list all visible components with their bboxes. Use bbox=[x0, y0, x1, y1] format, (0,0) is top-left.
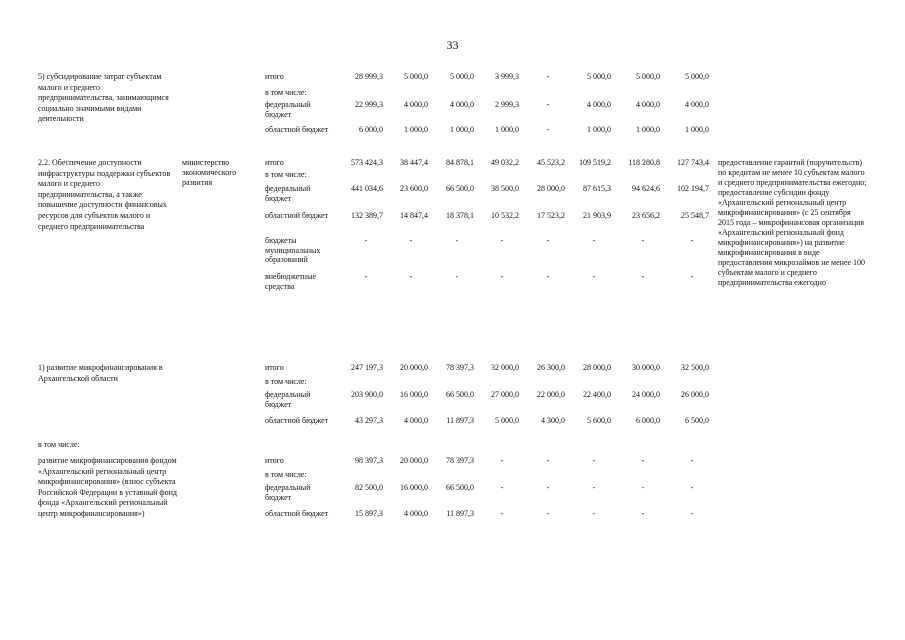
amount-cell: 66 500,0 bbox=[446, 184, 474, 193]
amount-cell: 94 624,6 bbox=[632, 184, 660, 193]
amount-cell: - bbox=[500, 236, 504, 245]
amount-cell: - bbox=[546, 456, 550, 465]
funding-source-label: в том числе: bbox=[265, 470, 307, 479]
amount-cell: - bbox=[641, 509, 645, 518]
amount-cell: 5 000,0 bbox=[495, 416, 519, 425]
amount-cell: 22 999,3 bbox=[355, 100, 383, 109]
funding-row bbox=[265, 170, 337, 184]
amount-cell: 28 999,3 bbox=[355, 72, 383, 81]
amount-cell: - bbox=[546, 483, 550, 492]
amount-cell: - bbox=[592, 236, 596, 245]
amount-cell: - bbox=[500, 272, 504, 281]
amount-cell: - bbox=[592, 456, 596, 465]
amount-cell: 87 615,3 bbox=[583, 184, 611, 193]
funding-sources bbox=[265, 456, 694, 533]
amount-cell: 4 000,0 bbox=[587, 100, 611, 109]
amount-cell: 10 532,2 bbox=[491, 211, 519, 220]
amount-cell: 16 000,0 bbox=[400, 483, 428, 492]
funding-row bbox=[265, 483, 694, 509]
funding-row bbox=[265, 416, 709, 440]
amount-cell: 16 000,0 bbox=[400, 390, 428, 399]
funding-source-label: областной бюджет bbox=[265, 509, 329, 518]
funding-source-label: итого bbox=[265, 456, 284, 465]
amount-cell: 66 500,0 bbox=[446, 390, 474, 399]
amount-cell: - bbox=[641, 236, 645, 245]
funding-row bbox=[265, 236, 694, 272]
amount-cell: 2 999,3 bbox=[495, 100, 519, 109]
funding-row bbox=[265, 509, 694, 533]
amount-cell: 109 519,2 bbox=[579, 158, 611, 167]
funding-row bbox=[265, 272, 694, 296]
amount-cell: 1 000,0 bbox=[495, 125, 519, 134]
amount-cell: 82 500,0 bbox=[355, 483, 383, 492]
amount-cell: - bbox=[455, 272, 459, 281]
funding-sources bbox=[265, 363, 709, 440]
amount-cell: - bbox=[409, 272, 413, 281]
amount-cell: 23 600,0 bbox=[400, 184, 428, 193]
funding-row bbox=[265, 470, 337, 483]
amount-cell: 5 000,0 bbox=[685, 72, 709, 81]
amount-cell: 38 500,0 bbox=[491, 184, 519, 193]
amount-cell: - bbox=[546, 125, 550, 134]
amount-cell: 1 000,0 bbox=[636, 125, 660, 134]
amount-cell: 49 032,2 bbox=[491, 158, 519, 167]
amount-cell: 32 500,0 bbox=[681, 363, 709, 372]
funding-row bbox=[265, 158, 709, 170]
amount-cell: 118 280,8 bbox=[628, 158, 660, 167]
amount-cell: - bbox=[546, 509, 550, 518]
amount-cell: - bbox=[690, 509, 694, 518]
amount-cell: - bbox=[592, 509, 596, 518]
amount-cell: 21 903,9 bbox=[583, 211, 611, 220]
amount-cell: - bbox=[500, 483, 504, 492]
funding-row bbox=[265, 88, 337, 100]
amount-cell: 45 523,2 bbox=[537, 158, 565, 167]
amount-cell: - bbox=[641, 483, 645, 492]
funding-source-label: федеральный бюджет bbox=[265, 390, 311, 409]
funding-source-label: федеральный бюджет bbox=[265, 100, 311, 119]
amount-cell: 4 000,0 bbox=[404, 509, 428, 518]
row-description: развитие микрофинансирования фондом «Архангельский региональный центр микрофинансирования» (взнос субъекта Российской Федерации в уставный фонд фонда «Архангельский региональный центр микрофинансирования») bbox=[38, 456, 177, 518]
amount-cell: 4 000,0 bbox=[685, 100, 709, 109]
funding-row bbox=[265, 125, 709, 149]
amount-cell: 573 424,3 bbox=[351, 158, 383, 167]
funding-source-label: областной бюджет bbox=[265, 416, 329, 425]
amount-cell: 6 500,0 bbox=[685, 416, 709, 425]
subheading-including: в том числе: bbox=[38, 440, 80, 449]
amount-cell: 22 000,0 bbox=[537, 390, 565, 399]
funding-source-label: бюджеты муниципальных образований bbox=[265, 236, 321, 265]
amount-cell: 1 000,0 bbox=[450, 125, 474, 134]
funding-row bbox=[265, 390, 709, 416]
row-description: 2.2. Обеспечение доступности инфраструктуры поддержки субъектов малого и среднего предпринимательства, а также повышение доступности финансовых ресурсов для субъектов малого и среднего предпринимательства bbox=[38, 158, 171, 231]
amount-cell: 98 397,3 bbox=[355, 456, 383, 465]
amount-cell: - bbox=[690, 236, 694, 245]
amount-cell: - bbox=[500, 456, 504, 465]
funding-source-label: федеральный бюджет bbox=[265, 483, 311, 502]
funding-sources bbox=[265, 158, 709, 296]
amount-cell: 203 900,0 bbox=[351, 390, 383, 399]
amount-cell: 11 897,3 bbox=[446, 509, 474, 518]
amount-cell: 32 000,0 bbox=[491, 363, 519, 372]
amount-cell: 78 397,3 bbox=[446, 456, 474, 465]
funding-row bbox=[265, 377, 337, 390]
amount-cell: 26 300,0 bbox=[537, 363, 565, 372]
amount-cell: 3 999,3 bbox=[495, 72, 519, 81]
amount-cell: - bbox=[690, 483, 694, 492]
amount-cell: 17 523,2 bbox=[537, 211, 565, 220]
amount-cell: - bbox=[641, 456, 645, 465]
amount-cell: 1 000,0 bbox=[685, 125, 709, 134]
amount-cell: 1 000,0 bbox=[404, 125, 428, 134]
amount-cell: 23 656,2 bbox=[632, 211, 660, 220]
funding-row bbox=[265, 184, 709, 211]
amount-cell: 20 000,0 bbox=[400, 363, 428, 372]
funding-source-label: внебюджетные средства bbox=[265, 272, 316, 291]
amount-cell: 24 000,0 bbox=[632, 390, 660, 399]
amount-cell: 66 500,0 bbox=[446, 483, 474, 492]
amount-cell: 38 447,4 bbox=[400, 158, 428, 167]
amount-cell: 5 600,0 bbox=[587, 416, 611, 425]
amount-cell: 28 000,0 bbox=[537, 184, 565, 193]
amount-cell: 5 000,0 bbox=[450, 72, 474, 81]
amount-cell: - bbox=[592, 483, 596, 492]
amount-cell: 4 000,0 bbox=[450, 100, 474, 109]
amount-cell: - bbox=[546, 72, 550, 81]
amount-cell: - bbox=[364, 236, 368, 245]
row-description: 1) развитие микрофинансирования в Архангельской области bbox=[38, 363, 163, 383]
amount-cell: 102 194,7 bbox=[677, 184, 709, 193]
amount-cell: - bbox=[364, 272, 368, 281]
funding-source-label: в том числе: bbox=[265, 88, 307, 97]
amount-cell: 441 034,6 bbox=[351, 184, 383, 193]
amount-cell: 84 878,1 bbox=[446, 158, 474, 167]
amount-cell: - bbox=[455, 236, 459, 245]
funding-source-label: итого bbox=[265, 72, 284, 81]
funding-source-label: в том числе: bbox=[265, 170, 307, 179]
amount-cell: - bbox=[546, 236, 550, 245]
amount-cell: 30 000,0 bbox=[632, 363, 660, 372]
amount-cell: - bbox=[690, 456, 694, 465]
row-executor: министерство экономического развития bbox=[182, 158, 237, 187]
amount-cell: 28 000,0 bbox=[583, 363, 611, 372]
amount-cell: 15 897,3 bbox=[355, 509, 383, 518]
amount-cell: - bbox=[641, 272, 645, 281]
amount-cell: - bbox=[409, 236, 413, 245]
funding-sources bbox=[265, 72, 709, 149]
amount-cell: - bbox=[592, 272, 596, 281]
row-expected-result: предоставление гарантий (поручительств) по кредитам не менее 10 субъектам малого и среднего предпринимательства ежегодно; предоставление субсидии фонду «Архангельский региональный центр микрофинансирования» (с 25 сентября 2015 года – микрофинансовая организация «Архангельский региональный фонд микрофинансирования») на развитие микрофинансирования в виде предоставления микрозаймов не менее 100 субъектам малого и среднего предпринимательства ежегодно bbox=[718, 158, 867, 287]
amount-cell: 14 847,4 bbox=[400, 211, 428, 220]
funding-source-label: областной бюджет bbox=[265, 211, 329, 220]
amount-cell: 78 397,3 bbox=[446, 363, 474, 372]
amount-cell: 5 000,0 bbox=[587, 72, 611, 81]
amount-cell: - bbox=[546, 272, 550, 281]
funding-source-label: итого bbox=[265, 363, 284, 372]
amount-cell: 247 197,3 bbox=[351, 363, 383, 372]
amount-cell: 11 897,3 bbox=[446, 416, 474, 425]
funding-source-label: областной бюджет bbox=[265, 125, 329, 134]
amount-cell: 132 389,7 bbox=[351, 211, 383, 220]
amount-cell: - bbox=[690, 272, 694, 281]
funding-row bbox=[265, 211, 709, 236]
funding-row bbox=[265, 456, 694, 470]
page-number: 33 bbox=[446, 38, 459, 52]
amount-cell: 4 000,0 bbox=[636, 100, 660, 109]
amount-cell: 43 297,3 bbox=[355, 416, 383, 425]
funding-source-label: итого bbox=[265, 158, 284, 167]
funding-row bbox=[265, 100, 709, 125]
amount-cell: 27 000,0 bbox=[491, 390, 519, 399]
amount-cell: 6 000,0 bbox=[359, 125, 383, 134]
amount-cell: 4 000,0 bbox=[404, 416, 428, 425]
amount-cell: 4 000,0 bbox=[404, 100, 428, 109]
funding-row bbox=[265, 72, 709, 88]
amount-cell: 18 378,1 bbox=[446, 211, 474, 220]
amount-cell: 127 743,4 bbox=[677, 158, 709, 167]
amount-cell: 6 000,0 bbox=[636, 416, 660, 425]
funding-row bbox=[265, 363, 709, 377]
amount-cell: - bbox=[500, 509, 504, 518]
amount-cell: 4 300,0 bbox=[541, 416, 565, 425]
amount-cell: 5 000,0 bbox=[636, 72, 660, 81]
amount-cell: 20 000,0 bbox=[400, 456, 428, 465]
amount-cell: - bbox=[546, 100, 550, 109]
funding-source-label: в том числе: bbox=[265, 377, 307, 386]
row-description: 5) субсидирование затрат субъектам малого и среднего предпринимательства, занимающимся социально значимыми видами деятельности bbox=[38, 72, 169, 124]
amount-cell: 25 548,7 bbox=[681, 211, 709, 220]
amount-cell: 26 000,0 bbox=[681, 390, 709, 399]
amount-cell: 1 000,0 bbox=[587, 125, 611, 134]
funding-source-label: федеральный бюджет bbox=[265, 184, 311, 203]
amount-cell: 22 400,0 bbox=[583, 390, 611, 399]
amount-cell: 5 000,0 bbox=[404, 72, 428, 81]
